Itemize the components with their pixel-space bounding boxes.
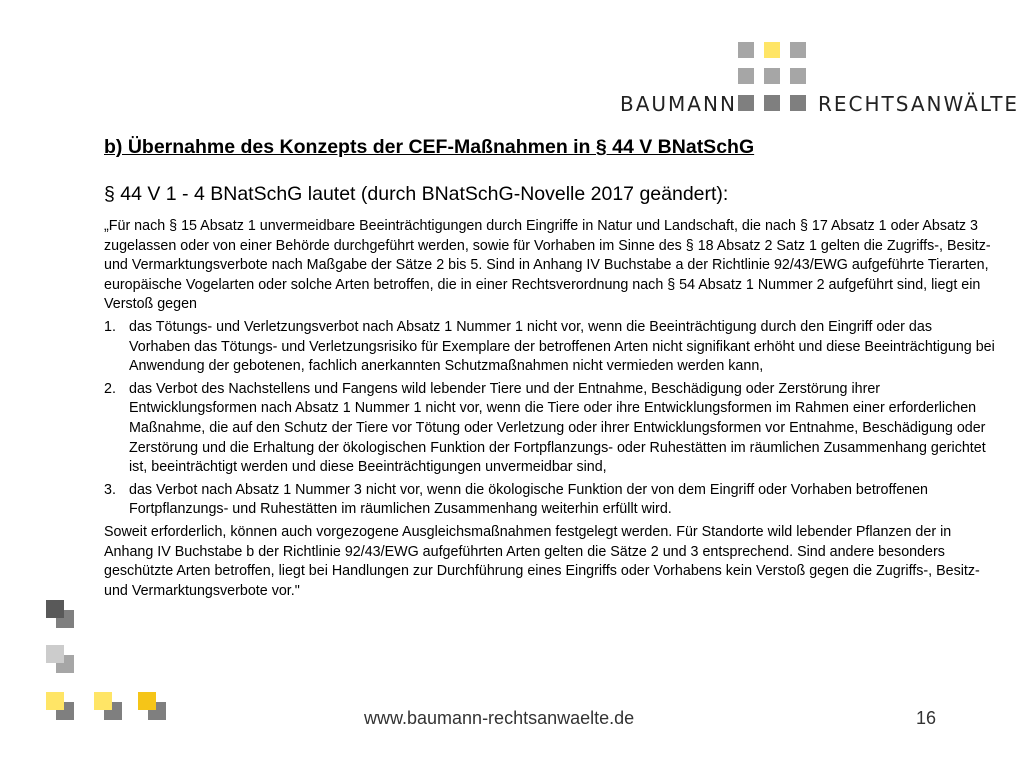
- slide-body: [104, 217, 996, 601]
- logo-square: [738, 95, 754, 111]
- decorative-square: [94, 692, 112, 710]
- logo-square: [790, 42, 806, 58]
- slide-subtitle: § 44 V 1 - 4 BNatSchG lautet (durch BNatSchG-Novelle 2017 geändert):: [104, 183, 729, 205]
- decorative-square: [46, 692, 64, 710]
- brand-name-left: BAUMANN: [620, 92, 737, 116]
- decorative-square: [138, 692, 156, 710]
- decorative-square: [46, 645, 64, 663]
- brand-name-right: RECHTSANWÄLTE: [818, 92, 1020, 116]
- logo-square: [738, 42, 754, 58]
- list-number: 3.: [104, 481, 116, 498]
- footer-url[interactable]: www.baumann-rechtsanwaelte.de: [364, 708, 635, 728]
- list-item: [104, 481, 996, 520]
- slide-title: b) Übernahme des Konzepts der CEF-Maßnahmen in § 44 V BNatSchG: [104, 136, 755, 158]
- logo-square: [738, 68, 754, 84]
- list-number: 1.: [104, 318, 116, 335]
- decorative-square: [46, 600, 64, 618]
- list-item: [104, 318, 996, 377]
- closing-paragraph: Soweit erforderlich, können auch vorgezogene Ausgleichsmaßnahmen festgelegt werden. Für Standorte wild lebender Pflanzen der in Anhang IV Buchstabe b der Richtlinie 92/43/EWG aufgeführten Arten gelten die Sätze 2 und 3 entsprechend. Sind andere besonders geschützte Arten betroffen, liegt bei Handlungen zur Durchführung eines Eingriffs oder Vorhabens kein Verstoß gegen die Zugriffs-, Besitz- und Vermarktungsverbote vor.": [104, 523, 980, 599]
- intro-paragraph: „Für nach § 15 Absatz 1 unvermeidbare Beeinträchtigungen durch Eingriffe in Natur und Landschaft, die nach § 17 Absatz 1 oder Absatz 3 zugelassen oder von einer Behörde durchgeführt werden, sowie für Vorhaben im Sinne des § 18 Absatz 2 Satz 1 gelten die Zugriffs-, Besitz- und Vermarktungsverbote nach Maßgabe der Sätze 2 bis 5. Sind in Anhang IV Buchstabe a der Richtlinie 92/43/EWG aufgeführte Tierarten, europäische Vogelarten oder solche Arten betroffen, die in einer Rechtsverordnung nach § 54 Absatz 1 Nummer 2 aufgeführt sind, liegt ein Verstoß gegen: [104, 218, 991, 313]
- logo-square: [764, 42, 780, 58]
- logo-square: [790, 95, 806, 111]
- numbered-list: [104, 318, 996, 520]
- list-item: [104, 380, 996, 478]
- list-number: 2.: [104, 380, 116, 397]
- logo-square: [790, 68, 806, 84]
- list-text: das Verbot des Nachstellens und Fangens wild lebender Tiere und der Entnahme, Beschädigung oder Zerstörung ihrer Entwicklungsformen nach Absatz 1 Nummer 1 nicht vor, wenn die Tiere oder ihre Entwicklungsformen im Rahmen einer erforderlichen Maßnahme, die auf den Schutz der Tiere vor Tötung oder Verletzung oder ihrer Entwicklungsformen vor Entnahme, Beschädigung oder Zerstörung und die Erhaltung der ökologischen Funktion der Fortpflanzungs- oder Ruhestätten im räumlichen Zusammenhang gerichtet ist, beeinträchtigt werden und diese Beeinträchtigungen unvermeidbar sind,: [129, 380, 986, 476]
- page-number: 16: [916, 708, 937, 728]
- list-text: das Tötungs- und Verletzungsverbot nach Absatz 1 Nummer 1 nicht vor, wenn die Beeinträchtigung durch den Eingriff oder das Vorhaben das Tötungs- und Verletzungsrisiko für Exemplare der betroffenen Arten nicht signifikant erhöht und diese Beeinträchtigung bei Anwendung der gebotenen, fachlich anerkannten Schutzmaßnahmen nicht vermieden werden kann,: [129, 318, 995, 375]
- logo-square: [764, 95, 780, 111]
- logo-square: [764, 68, 780, 84]
- list-text: das Verbot nach Absatz 1 Nummer 3 nicht vor, wenn die ökologische Funktion der von dem Eingriff oder Vorhaben betroffenen Fortpflanzungs- und Ruhestätten im räumlichen Zusammenhang weiterhin erfüllt wird.: [129, 481, 928, 518]
